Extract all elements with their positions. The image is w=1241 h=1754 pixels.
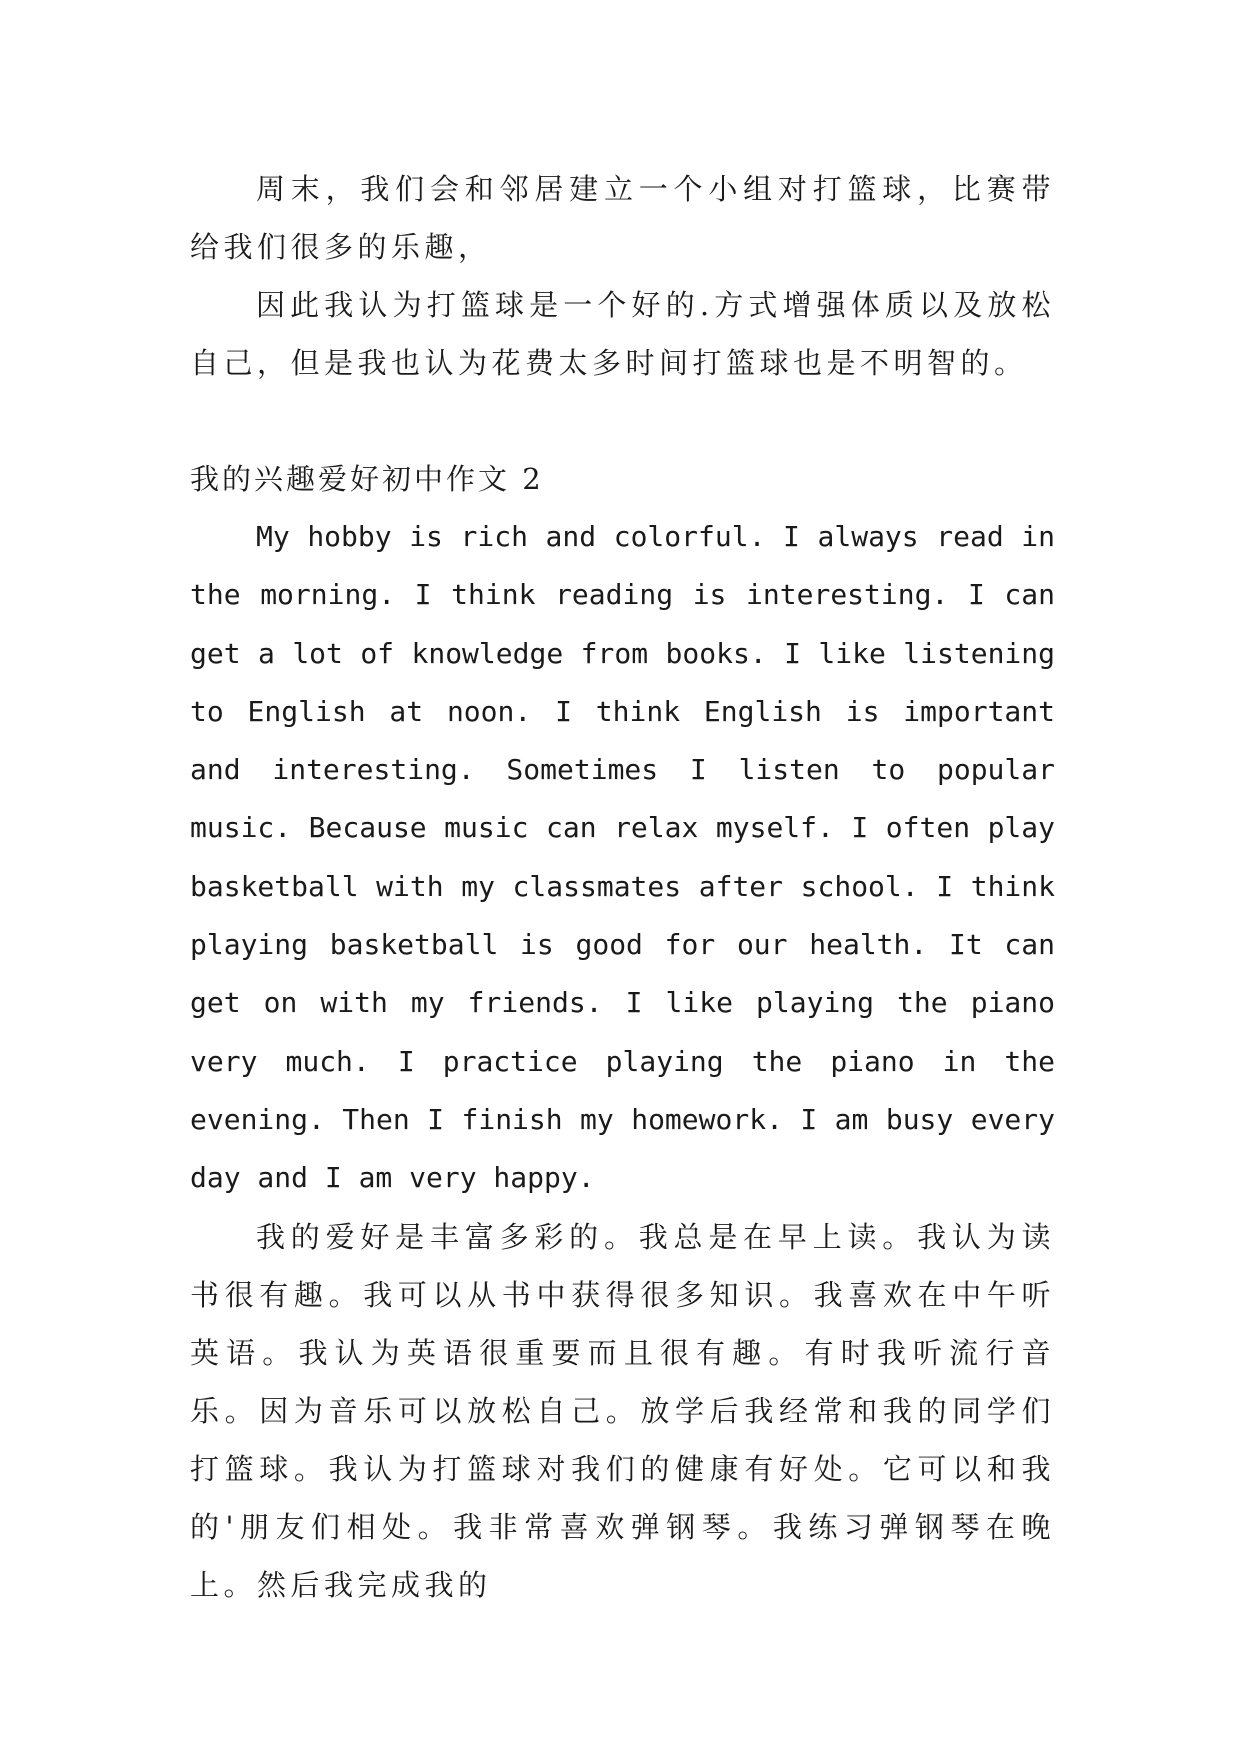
chinese-translation-paragraph: 我的爱好是丰富多彩的。我总是在早上读。我认为读书很有趣。我可以从书中获得很多知识。我喜欢在中午听英语。我认为英语很重要而且很有趣。有时我听流行音乐。因为音乐可以放松自己。放学后我经常和我的同学们打篮球。我认为打篮球对我们的健康有好处。它可以和我的'朋友们相处。我非常喜欢弹钢琴。我练习弹钢琴在晚上。然后我完成我的 [190,1219,1055,1602]
paragraph-conclusion: 因此我认为打篮球是一个好的.方式增强体质以及放松自己，但是我也认为花费太多时间打篮球也是不明智的。 [190,288,1055,380]
english-essay-paragraph: My hobby is rich and colorful. I always read in the morning. I think reading is interesting. I can get a lot of knowledge from books. I like listening to English at noon. I think English is important and interesting. Sometimes I listen to popular music. Because music can relax myself. I often play basketball with my classmates after school. I think playing basketball is good for our health. It can get on with my friends. I like playing the piano very much. I practice playing the piano in the evening. Then I finish my homework. I am busy every day and I am very happy. [190,520,1055,1195]
section-title: 我的兴趣爱好初中作文 2 [190,462,544,496]
document-page [190,160,1055,1614]
paragraph-weekend-basketball: 周末，我们会和邻居建立一个小组对打篮球，比赛带给我们很多的乐趣， [190,172,1055,264]
